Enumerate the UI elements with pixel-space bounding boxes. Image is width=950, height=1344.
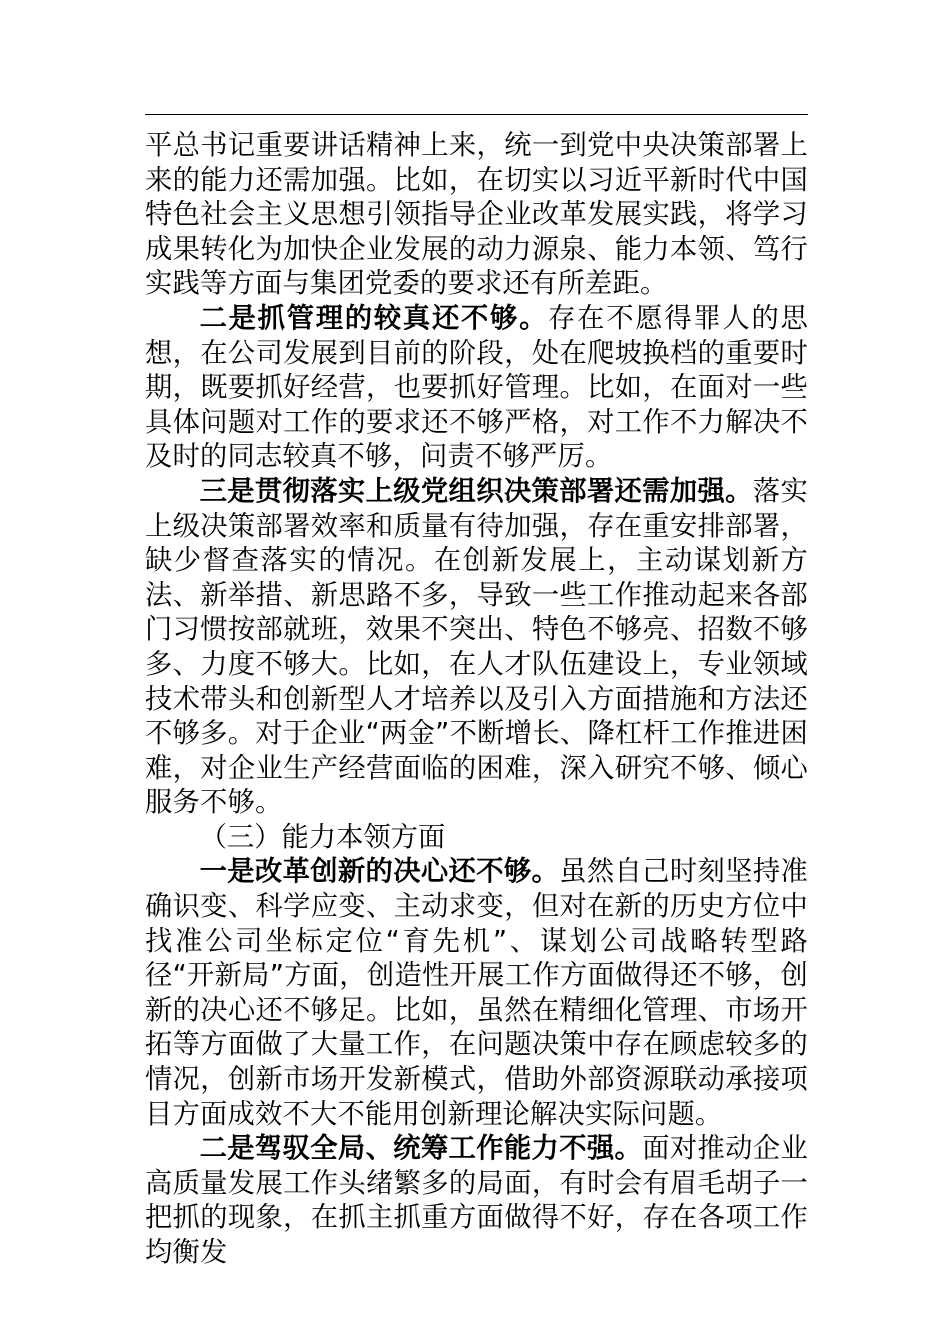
paragraph-lead: 一是改革创新的决心还不够。	[199, 856, 560, 888]
paragraph-implementation	[145, 475, 808, 821]
paragraph-text: 面对推动企业高质量发展工作头绪繁多的局面，有时会有眉毛胡子一把抓的现象，在抓主抓重方面做得不好，存在各项工作均衡发	[145, 1133, 808, 1268]
paragraph-text: 落实上级决策部署效率和质量有待加强，存在重安排部署，缺少督查落实的情况。在创新发展上，主动谋划新方法、新举措、新思路不多，导致一些工作推动起来各部门习惯按部就班，效果不突出、特色不够亮、招数不够多、力度不够大。比如，在人才队伍建设上，专业领域技术带头和创新型人才培养以及引入方面措施和方法还不够多。对于企业“两金”不断增长、降杠杆工作推进困难，对企业生产经营面临的困难，深入研究不够、倾心服务不够。	[145, 475, 809, 819]
paragraph-management	[145, 302, 808, 475]
paragraph-text: 平总书记重要讲话精神上来，统一到党中央决策部署上来的能力还需加强。比如，在切实以习近平新时代中国特色社会主义思想引领指导企业改革发展实践，将学习成果转化为加快企业发展的动力源泉、能力本领、笃行实践等方面与集团党委的要求还有所差距。	[145, 130, 808, 300]
paragraph-continued	[145, 129, 808, 302]
paragraph-text: 存在不愿得罪人的思想，在公司发展到目前的阶段，处在爬坡换档的重要时期，既要抓好经营，也要抓好管理。比如，在面对一些具体问题对工作的要求还不够严格，对工作不力解决不及时的同志较真不够，问责不够严厉。	[145, 302, 808, 473]
paragraph-lead: 二是抓管理的较真还不够。	[199, 302, 549, 334]
paragraph-lead: 三是贯彻落实上级党组织决策部署还需加强。	[199, 475, 753, 507]
paragraph-text: 虽然自己时刻坚持准确识变、科学应变、主动求变，但对在新的历史方位中找准公司坐标定位“育先机”、谋划公司战略转型路径“开新局”方面，创造性开展工作方面做得还不够，创新的决心还不够足。比如，虽然在精细化管理、市场开拓等方面做了大量工作，在问题决策中存在顾虑较多的情况，创新市场开发新模式，借助外部资源联动承接项目方面成效不大不能用创新理论解决实际问题。	[145, 856, 808, 1130]
paragraph-coordination	[145, 1132, 808, 1270]
paragraph-lead: 二是驾驭全局、统筹工作能力不强。	[199, 1133, 643, 1165]
section-heading: （三）能力本领方面	[199, 821, 446, 853]
header-rule	[145, 114, 808, 115]
paragraph-innovation	[145, 855, 808, 1132]
document-body	[145, 129, 808, 1271]
